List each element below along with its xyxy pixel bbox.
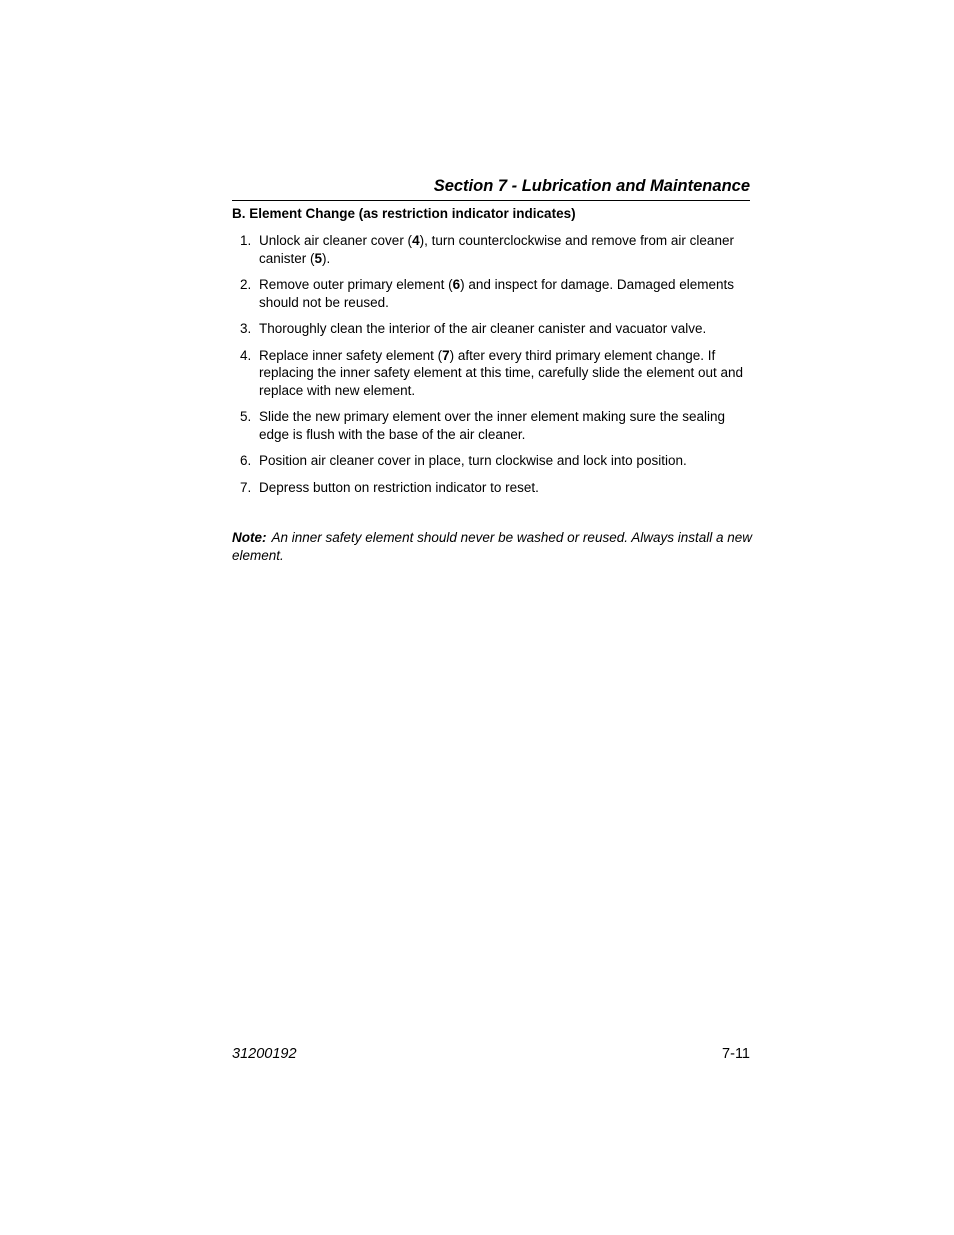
reference-number: 7 — [442, 347, 450, 363]
step-2 — [232, 276, 752, 311]
note-label: Note: — [232, 530, 267, 545]
section-header: Section 7 - Lubrication and Maintenance — [232, 175, 750, 201]
note — [232, 529, 752, 565]
step-text: Thoroughly clean the interior of the air cleaner canister and vacuator valve. — [259, 321, 707, 336]
reference-number: 6 — [452, 277, 461, 292]
step-number: 2. — [240, 277, 252, 292]
step-text: ) and inspect for damage. Damaged elements should not be reused. — [259, 277, 734, 310]
step-1 — [232, 232, 752, 267]
step-number: 4. — [240, 347, 252, 363]
step-5 — [232, 408, 752, 443]
document-number: 31200192 — [232, 1046, 297, 1062]
step-7 — [232, 479, 752, 497]
step-text: ), turn counterclockwise and remove from air cleaner canister ( — [259, 233, 734, 266]
step-text: Depress button on restriction indicator to reset. — [259, 479, 539, 495]
step-text: Slide the new primary element over the inner element making sure the sealing edge is flush with the base of the air cleaner. — [259, 409, 725, 442]
step-3 — [232, 320, 752, 338]
step-text: Remove outer primary element ( — [259, 277, 453, 292]
step-number: 7. — [240, 479, 252, 495]
step-text: Position air cleaner cover in place, turn clockwise and lock into position. — [259, 453, 687, 468]
step-text: Unlock air cleaner cover ( — [259, 233, 413, 248]
step-text: ) after every third primary element change. If replacing the inner safety element at this time, carefully slide the element out and replace with new element. — [259, 347, 744, 398]
page-number: 7-11 — [722, 1046, 750, 1062]
step-number: 5. — [240, 409, 252, 424]
reference-number: 4 — [412, 233, 420, 248]
step-text: Replace inner safety element ( — [259, 347, 443, 363]
step-number: 6. — [240, 453, 252, 468]
step-text: ). — [322, 250, 331, 266]
note-text: An inner safety element should never be washed or reused. Always install a new element. — [232, 530, 753, 563]
reference-number: 5 — [314, 250, 323, 266]
step-6 — [232, 452, 752, 470]
step-number: 3. — [240, 321, 252, 336]
procedure-steps — [232, 232, 752, 505]
subheading-element-change: B. Element Change (as restriction indicator indicates) — [232, 206, 576, 221]
step-number: 1. — [240, 233, 252, 248]
step-4 — [232, 347, 752, 400]
